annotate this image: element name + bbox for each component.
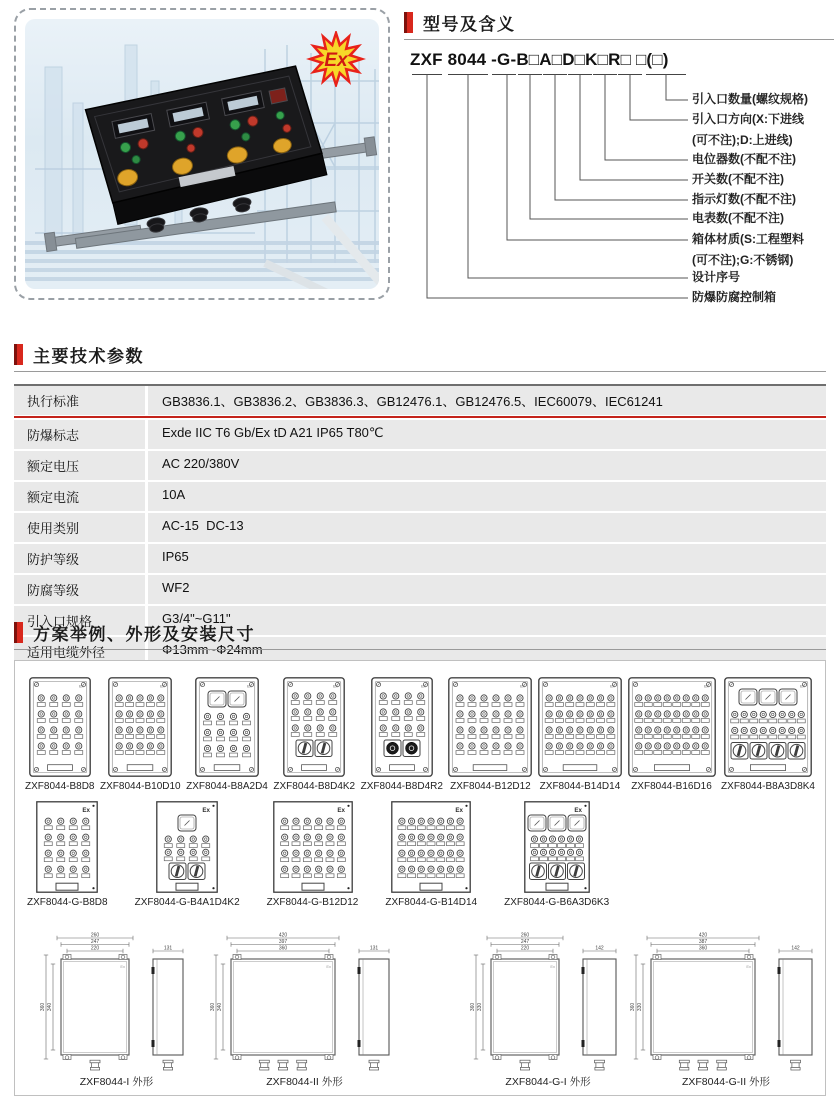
scheme-panel-drawing	[628, 677, 716, 777]
param-label: 额定电压	[27, 459, 80, 474]
svg-text:340: 340	[217, 1002, 223, 1012]
svg-text:Ex: Ex	[746, 964, 751, 969]
svg-text:Ex: Ex	[455, 807, 464, 814]
model-callout: 电表数(不配不注)	[692, 211, 784, 225]
scheme-panel-drawing	[724, 677, 812, 777]
svg-text:360: 360	[698, 945, 708, 952]
svg-text:220: 220	[520, 945, 530, 952]
param-value: G3/4"~G11"	[145, 606, 826, 635]
param-label: 执行标准	[27, 394, 80, 409]
svg-text:360: 360	[210, 1002, 216, 1012]
svg-text:Ex: Ex	[420, 684, 426, 689]
svg-text:247: 247	[520, 938, 530, 945]
svg-text:Ex: Ex	[160, 684, 165, 689]
scheme-panel	[448, 677, 532, 792]
scheme-panel	[186, 677, 268, 792]
model-callout: 箱体材质(S:工程塑料 (可不注);G:不锈钢)	[692, 232, 804, 267]
svg-text:360: 360	[40, 1002, 46, 1012]
scheme-panel	[135, 801, 240, 908]
model-callout: 开关数(不配不注)	[692, 172, 784, 186]
param-value: IP65	[145, 544, 826, 573]
model-section	[404, 10, 834, 322]
scheme-panel-drawing	[156, 801, 218, 893]
param-label: 防腐等级	[27, 583, 80, 598]
product-photo-frame	[14, 8, 390, 300]
section-title-schemes: 方案举例、外形及安装尺寸	[33, 625, 255, 644]
svg-text:Ex: Ex	[520, 684, 525, 689]
scheme-panel	[27, 801, 108, 908]
scheme-panel-drawing	[371, 677, 433, 777]
param-row	[14, 513, 826, 542]
param-row	[14, 482, 826, 511]
outline-group	[467, 929, 629, 1089]
scheme-panel-label: ZXF8044-G-B12D12	[266, 897, 359, 908]
param-row	[14, 451, 826, 480]
scheme-panel-drawing	[108, 677, 172, 777]
product-photo	[25, 19, 379, 289]
outline-label: ZXF8044-G-II 外形	[681, 1076, 771, 1088]
model-callout: 电位器数(不配不注)	[692, 152, 796, 166]
svg-text:420: 420	[278, 932, 288, 939]
outline-drawings-row	[15, 929, 825, 1089]
outline-drawing	[467, 929, 629, 1072]
svg-text:340: 340	[47, 1002, 53, 1012]
scheme-panel-label: ZXF8044-B8A2D4	[186, 781, 268, 792]
model-callout: 设计序号	[692, 270, 741, 284]
outline-drawing	[37, 929, 196, 1072]
model-callout: 指示灯数(不配不注)	[692, 192, 796, 206]
svg-text:330: 330	[637, 1002, 643, 1012]
red-bar-icon	[14, 622, 23, 643]
param-value: 10A	[145, 482, 826, 511]
scheme-panel-drawing	[36, 801, 98, 893]
scheme-panel	[25, 677, 94, 792]
section-title-params: 主要技术参数	[33, 347, 144, 366]
scheme-panel-label: ZXF8044-G-B8D8	[27, 897, 108, 908]
param-row	[14, 386, 826, 415]
scheme-panel	[628, 677, 716, 792]
outline-label: ZXF8044-II 外形	[266, 1076, 343, 1088]
param-row	[14, 420, 826, 449]
param-value: WF2	[145, 575, 826, 604]
scheme-panel-label: ZXF8044-B12D12	[450, 781, 531, 792]
model-callout: 防爆防腐控制箱	[692, 290, 777, 304]
outline-label: ZXF8044-I 外形	[79, 1076, 154, 1088]
section-underline	[14, 371, 826, 372]
svg-text:Ex: Ex	[82, 807, 91, 814]
scheme-panel-label: ZXF8044-B10D10	[100, 781, 181, 792]
scheme-panel-drawing	[273, 801, 353, 893]
svg-text:Ex: Ex	[326, 964, 331, 969]
scheme-panel-drawing	[538, 677, 622, 777]
scheme-panel-label: ZXF8044-B14D14	[539, 781, 621, 792]
scheme-panel	[721, 677, 815, 792]
svg-text:330: 330	[477, 1002, 483, 1012]
section-header-schemes	[14, 620, 826, 645]
schemes-box	[14, 660, 826, 1096]
svg-text:Ex: Ex	[550, 964, 555, 969]
svg-text:360: 360	[278, 945, 288, 952]
ex-certification-icon	[303, 31, 369, 87]
scheme-panel	[385, 801, 477, 908]
section-title-model: 型号及含义	[423, 15, 516, 34]
scheme-panel-label: ZXF8044-B8D4K2	[273, 781, 356, 792]
svg-text:Ex: Ex	[202, 807, 211, 814]
model-code: ZXF 8044 -G-B□A□D□K□R□ □(□)	[410, 50, 669, 69]
section-header-model	[404, 10, 834, 35]
scheme-panel-label: ZXF8044-G-B6A3D6K3	[504, 897, 610, 908]
svg-text:260: 260	[520, 932, 530, 939]
svg-text:Ex: Ex	[610, 684, 615, 689]
scheme-panel-row-1	[25, 677, 815, 792]
scheme-panel-label: ZXF8044-G-B14D14	[385, 897, 478, 908]
param-label: 额定电流	[27, 490, 80, 505]
svg-text:Ex: Ex	[78, 684, 84, 689]
ex-text: Ex	[324, 50, 348, 71]
scheme-panel-drawing	[448, 677, 532, 777]
param-label: 防护等级	[27, 552, 80, 567]
red-bar-icon	[404, 12, 413, 33]
svg-text:387: 387	[698, 938, 708, 945]
red-bar-icon	[14, 344, 23, 365]
scheme-panel-drawing	[195, 677, 259, 777]
outline-drawing	[207, 929, 402, 1072]
svg-text:142: 142	[791, 945, 800, 952]
svg-text:420: 420	[698, 932, 708, 939]
scheme-panel-row-2	[27, 801, 609, 908]
svg-text:Ex: Ex	[574, 807, 582, 814]
model-diagram	[404, 40, 834, 322]
svg-text:220: 220	[90, 945, 100, 952]
param-value: GB3836.1、GB3836.2、GB3836.3、GB12476.1、GB12476.5、IEC60079、IEC61241	[145, 386, 826, 415]
outline-label: ZXF8044-G-I 外形	[505, 1076, 591, 1088]
param-row	[14, 544, 826, 573]
outline-group	[37, 929, 196, 1089]
section-header-params	[14, 342, 826, 367]
outline-group	[627, 929, 825, 1089]
param-label: 适用电缆外径	[27, 645, 106, 660]
schemes-section	[14, 620, 826, 1096]
param-label: 防爆标志	[27, 428, 80, 443]
svg-text:360: 360	[630, 1002, 636, 1012]
param-label: 引入口规格	[27, 614, 93, 629]
scheme-panel	[100, 677, 181, 792]
svg-text:360: 360	[470, 1002, 476, 1012]
svg-text:Ex: Ex	[247, 684, 252, 689]
svg-text:Ex: Ex	[703, 684, 709, 689]
svg-text:131: 131	[163, 945, 173, 952]
svg-text:260: 260	[90, 932, 100, 939]
svg-text:Ex: Ex	[336, 807, 345, 814]
param-label: 使用类别	[27, 521, 80, 536]
scheme-panel-label: ZXF8044-B8A3D8K4	[721, 781, 815, 792]
scheme-panel-drawing	[29, 677, 91, 777]
scheme-panel	[538, 677, 622, 792]
red-separator	[14, 416, 826, 418]
model-callout: 引入口方向(X:下进线 (可不注);D:上进线)	[692, 112, 804, 147]
outline-group	[207, 929, 402, 1089]
svg-text:142: 142	[595, 945, 604, 952]
svg-text:397: 397	[278, 938, 288, 945]
scheme-panel-label: ZXF8044-G-B4A1D4K2	[134, 897, 240, 908]
scheme-panel-label: ZXF8044-B8D4R2	[360, 781, 443, 792]
param-row	[14, 575, 826, 604]
svg-text:Ex: Ex	[120, 964, 125, 969]
param-value: Φ13mm~Φ24mm	[145, 637, 826, 666]
svg-text:Ex: Ex	[333, 684, 338, 689]
scheme-panel-label: ZXF8044-B8D8	[25, 781, 95, 792]
param-value: AC 220/380V	[145, 451, 826, 480]
svg-text:131: 131	[369, 945, 379, 952]
scheme-panel-label: ZXF8044-B16D16	[631, 781, 712, 792]
scheme-panel	[267, 801, 359, 908]
outline-drawing	[627, 929, 825, 1072]
scheme-panel	[273, 677, 355, 792]
scheme-panel	[361, 677, 443, 792]
svg-text:Ex: Ex	[800, 684, 805, 689]
svg-text:247: 247	[90, 938, 100, 945]
section-underline	[14, 649, 826, 650]
param-value: AC-15 DC-13	[145, 513, 826, 542]
scheme-panel-drawing	[283, 677, 345, 777]
scheme-panel-drawing	[524, 801, 590, 893]
param-value: Exde IIC T6 Gb/Ex tD A21 IP65 T80℃	[145, 420, 826, 449]
scheme-panel	[504, 801, 609, 908]
scheme-panel-drawing	[391, 801, 471, 893]
model-callout: 引入口数量(螺纹规格)	[692, 92, 808, 106]
